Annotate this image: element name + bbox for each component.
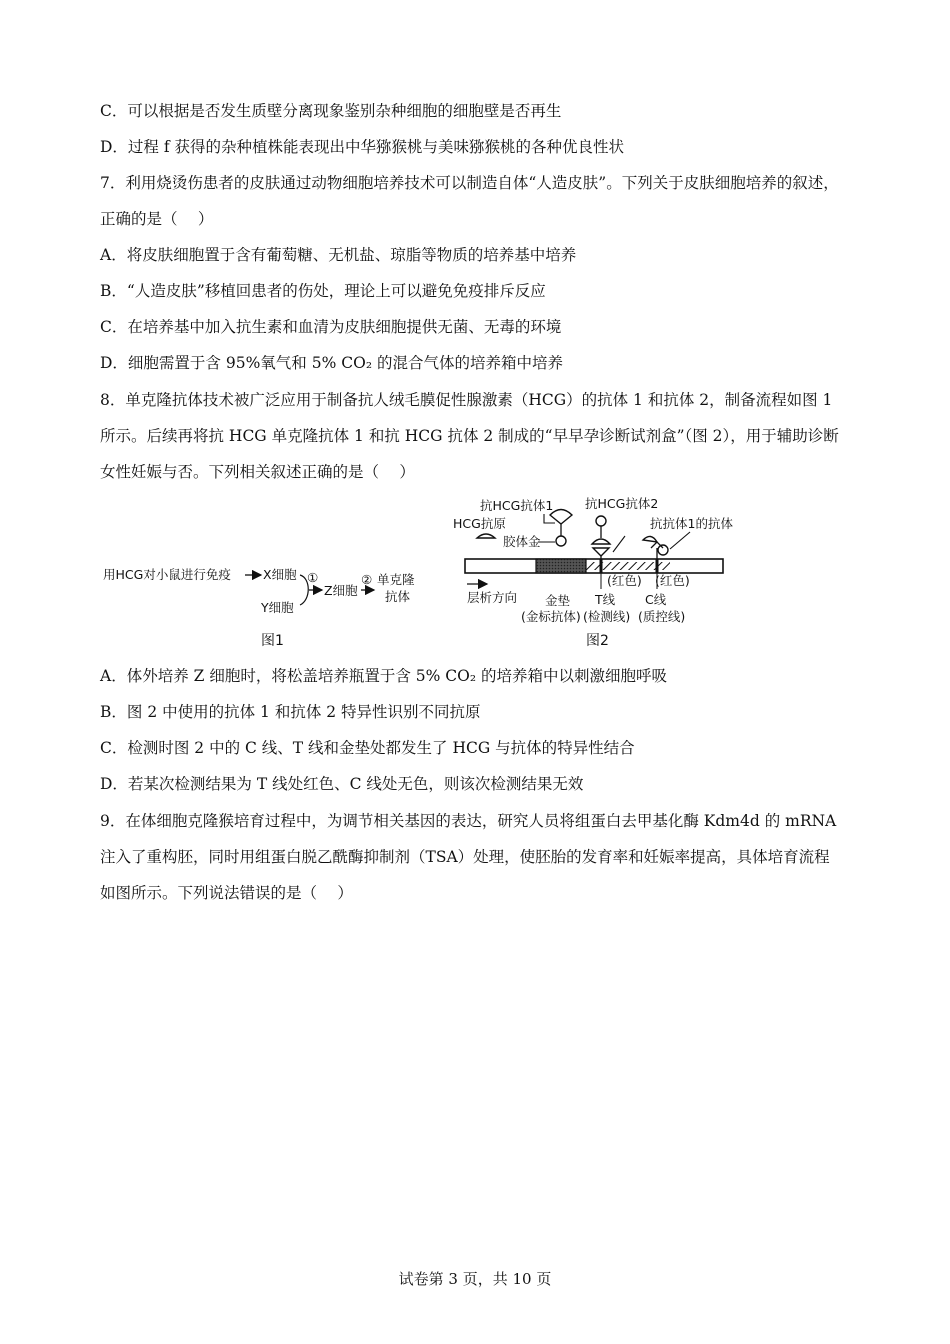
t-line-red-label: (红色) (607, 573, 642, 588)
fig1-caption: 图1 (261, 633, 284, 649)
question-9-stem-cont: 注入了重构胚，同时用组蛋白脱乙酰酶抑制剂（TSA）处理，使胚胎的发育率和妊娠率提高，具体培育流程 (100, 848, 830, 866)
fig2-antibody-1-label: 抗HCG抗体1 (480, 498, 554, 513)
fig1-product-line-1: 单克隆 (377, 572, 415, 587)
option-d-q7: D．细胞需置于含 95%氧气和 5% CO₂ 的混合气体的培养箱中培养 (100, 354, 563, 372)
figure-2 (453, 496, 733, 649)
figure-1 (103, 567, 415, 649)
figure-svg (95, 492, 755, 657)
option-b-q7: B．“人造皮肤”移植回患者的伤处，理论上可以避免免疫排斥反应 (100, 282, 546, 300)
fig2-caption: 图2 (586, 633, 609, 649)
figures (95, 492, 755, 657)
fig2-antibody-2-label: 抗HCG抗体2 (585, 496, 659, 511)
anti-antibody-1-icon (643, 536, 657, 542)
page-footer: 试卷第 3 页，共 10 页 (398, 1270, 552, 1288)
antibody-2-icon (593, 548, 609, 556)
bound-hcg-icon (592, 539, 610, 544)
option-c-q8: C．检测时图 2 中的 C 线、T 线和金垫处都发生了 HCG 与抗体的特异性结合 (100, 739, 635, 757)
question-8-stem: 8．单克隆抗体技术被广泛应用于制备抗人绒毛膜促性腺激素（HCG）的抗体 1 和抗体 2，制备流程如图 1 (100, 391, 833, 409)
option-a-q7: A．将皮肤细胞置于含有葡萄糖、无机盐、琼脂等物质的培养基中培养 (100, 246, 577, 264)
option-c-q6: C．可以根据是否发生质壁分离现象鉴别杂种细胞的细胞壁是否再生 (100, 102, 562, 120)
antibody-1-icon (550, 510, 572, 525)
c-line-note: (质控线) (638, 609, 686, 624)
gold-pad-note: (金标抗体) (521, 609, 581, 624)
t-line-label: T线 (595, 592, 616, 607)
question-8-stem-end: 女性妊娠与否。下列相关叙述正确的是（ ） (100, 463, 415, 481)
question-7-stem-cont: 正确的是（ ） (100, 210, 214, 228)
question-8-stem-cont: 所示。后续再将抗 HCG 单克隆抗体 1 和抗 HCG 抗体 2 制成的“早早孕诊断试剂盒”（图 2），用于辅助诊断 (100, 427, 839, 445)
gold-pad-label: 金垫 (545, 593, 571, 608)
direction-label: 层析方向 (467, 590, 518, 605)
c-line-red-label: (红色) (655, 573, 690, 588)
fig2-anti-antibody-1-label: 抗抗体1的抗体 (650, 516, 733, 531)
fig1-x-cell: X细胞 (263, 567, 297, 582)
question-7-stem: 7．利用烧烫伤患者的皮肤通过动物细胞培养技术可以制造自体“人造皮肤”。下列关于皮肤细胞培养的叙述， (100, 174, 839, 192)
fig1-product-line-2: 抗体 (385, 589, 411, 604)
t-line-note: (检测线) (583, 609, 631, 624)
colloidal-gold-icon (556, 536, 566, 546)
option-c-q7: C．在培养基中加入抗生素和血清为皮肤细胞提供无菌、无毒的环境 (100, 318, 562, 336)
question-9-stem: 9．在体细胞克隆猴培育过程中，为调节相关基因的表达，研究人员将组蛋白去甲基化酶 Kdm4d 的 mRNA (100, 812, 837, 830)
option-b-q8: B．图 2 中使用的抗体 1 和抗体 2 特异性识别不同抗原 (100, 703, 481, 721)
fig1-step-2: ② (361, 572, 373, 587)
option-a-q8: A．体外培养 Z 细胞时，将松盖培养瓶置于含 5% CO₂ 的培养箱中以刺激细胞呼吸 (100, 667, 667, 685)
fig1-z-cell: Z细胞 (324, 583, 358, 598)
hcg-antigen-icon (477, 534, 495, 538)
gold-pad (536, 559, 586, 573)
c-line-label: C线 (645, 592, 667, 607)
fig2-hcg-antigen-label: HCG抗原 (453, 516, 506, 531)
option-d-q6: D．过程 f 获得的杂种植株能表现出中华猕猴桃与美味猕猴桃的各种优良性状 (100, 138, 625, 156)
fig1-start-label: 用HCG对小鼠进行免疫 (103, 567, 231, 582)
option-d-q8: D．若某次检测结果为 T 线处红色、C 线处无色，则该次检测结果无效 (100, 775, 584, 793)
antibody-2-gold-icon (596, 516, 606, 526)
question-9-stem-end: 如图所示。下列说法错误的是（ ） (100, 884, 353, 902)
fig2-colloidal-gold-label: 胶体金 (503, 534, 541, 549)
fig1-step-1: ① (307, 570, 319, 585)
fig1-y-cell: Y细胞 (261, 600, 294, 615)
